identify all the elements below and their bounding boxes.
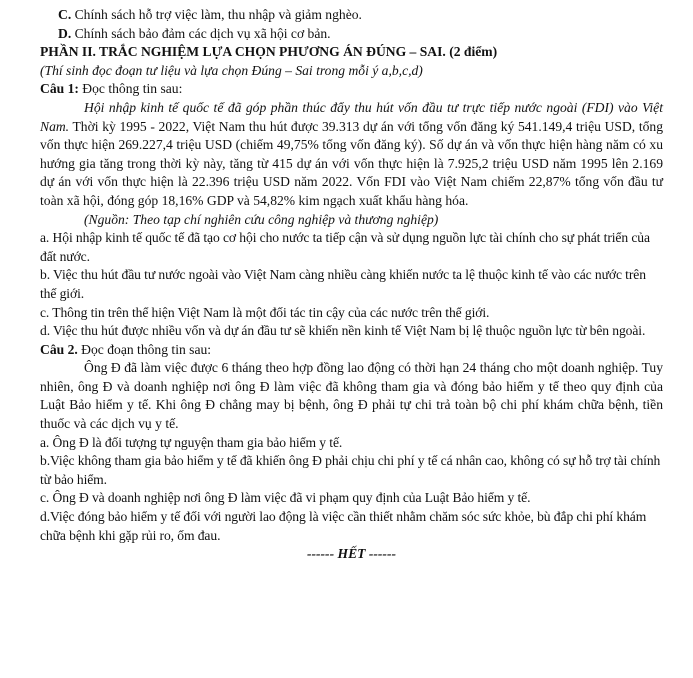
q2-prompt: Đọc đoạn thông tin sau: — [77, 341, 212, 357]
option-d-letter: D. — [58, 25, 72, 41]
q1-prompt: Đọc thông tin sau: — [78, 81, 183, 97]
q1-statement-a: a. Hội nhập kinh tế quốc tế đã tạo cơ hội cho nước ta tiếp cận và sử dụng nguồn lực tài chính cho sự phát triển của đất nước. — [40, 230, 650, 264]
option-c-text: Chính sách hỗ trợ việc làm, thu nhập và giảm nghèo. — [71, 7, 362, 22]
q2-passage: Ông Đ đã làm việc được 6 tháng theo hợp đồng lao động có thời hạn 24 tháng cho một doanh nghiệp. Tuy nhiên, ông Đ và doanh nghiệp nơi ông Đ làm việc đã không tham gia và đóng bảo hiểm y tế theo quy định của Luật Bảo hiểm y tế. Khi ông Đ chẳng may bị bệnh, ông Đ phải tự chi trả toàn bộ chi phí khám chữa bệnh, tiền thuốc và các dịch vụ y tế. — [40, 360, 663, 432]
q1-header — [40, 80, 663, 99]
q1-statement-c: c. Thông tin trên thể hiện Việt Nam là một đối tác tin cậy của các nước trên thế giới. — [40, 304, 490, 320]
q1-label: Câu 1: — [40, 81, 79, 97]
option-c-letter: C. — [58, 7, 72, 22]
q1-statement-b: b. Việc thu hút đầu tư nước ngoài vào Việt Nam càng nhiều càng khiến nước ta lệ thuộc kinh tế vào các nước trên thế giới. — [40, 267, 646, 301]
q1-passage-italic: Hội nhập kinh tế quốc tế đã góp phần thúc đẩy thu hút vốn đầu tư trực tiếp nước ngoài (FDI) vào Việt Nam. — [40, 99, 663, 134]
q2-statement-d: d.Việc đóng bảo hiểm y tế đối với người lao động là việc cần thiết nhằm chăm sóc sức khỏe, bù đắp chi phí khám chữa bệnh khi gặp rủi ro, ốm đau. — [40, 509, 647, 543]
q1-passage-rest: Thời kỳ 1995 - 2022, Việt Nam thu hút được 39.313 dự án với tổng vốn đăng ký 541.149,4 triệu USD, tổng vốn thực hiện 269.227,4 triệu USD (chiếm 49,75% tổng vốn đăng ký). Số dự án và vốn thực hiện hàng năm có xu hướng gia tăng trong thời kỳ này, tăng từ 415 dự án với vốn thực hiện là 7.925,2 triệu USD năm 1995 lên 2.169 dự án với vốn thực hiện là 22.396 triệu USD năm 2022. Vốn FDI vào Việt Nam chiếm 22,87% tổng vốn đầu tư toàn xã hội, đóng góp 18,16% GDP và 54,82% kim ngạch xuất khẩu hàng hóa. — [40, 118, 663, 208]
q1-statement-d: d. Việc thu hút được nhiều vốn và dự án đầu tư sẽ khiến nền kinh tế Việt Nam bị lệ thuộc nguồn lực từ bên ngoài. — [40, 323, 646, 339]
q2-label: Câu 2. — [40, 341, 78, 357]
q2-statement-b: b.Việc không tham gia bảo hiểm y tế đã khiến ông Đ phải chịu chi phí y tế cá nhân cao, không có sự hỗ trợ tài chính từ bảo hiểm. — [40, 453, 661, 487]
option-d — [40, 25, 663, 44]
part2-heading: PHẦN II. TRẮC NGHIỆM LỰA CHỌN PHƯƠNG ÁN ĐÚNG – SAI. (2 điểm) — [40, 44, 498, 60]
part2-instruction: (Thí sinh đọc đoạn tư liệu và lựa chọn Đúng – Sai trong mỗi ý a,b,c,d) — [40, 62, 423, 78]
q1-source: (Nguồn: Theo tạp chí nghiên cứu công nghiệp và thương nghiệp) — [84, 211, 439, 227]
option-c — [40, 6, 663, 25]
q2-header — [40, 341, 663, 360]
q1-passage — [40, 99, 663, 211]
q2-statement-a: a. Ông Đ là đối tượng tự nguyện tham gia bảo hiểm y tế. — [40, 434, 343, 450]
q2-statement-c: c. Ông Đ và doanh nghiệp nơi ông Đ làm việc đã vi phạm quy định của Luật Bảo hiểm y tế. — [40, 490, 531, 506]
end-mark: ------ HẾT ------ — [306, 546, 397, 562]
option-d-text: Chính sách bảo đảm các dịch vụ xã hội cơ bản. — [71, 25, 331, 41]
